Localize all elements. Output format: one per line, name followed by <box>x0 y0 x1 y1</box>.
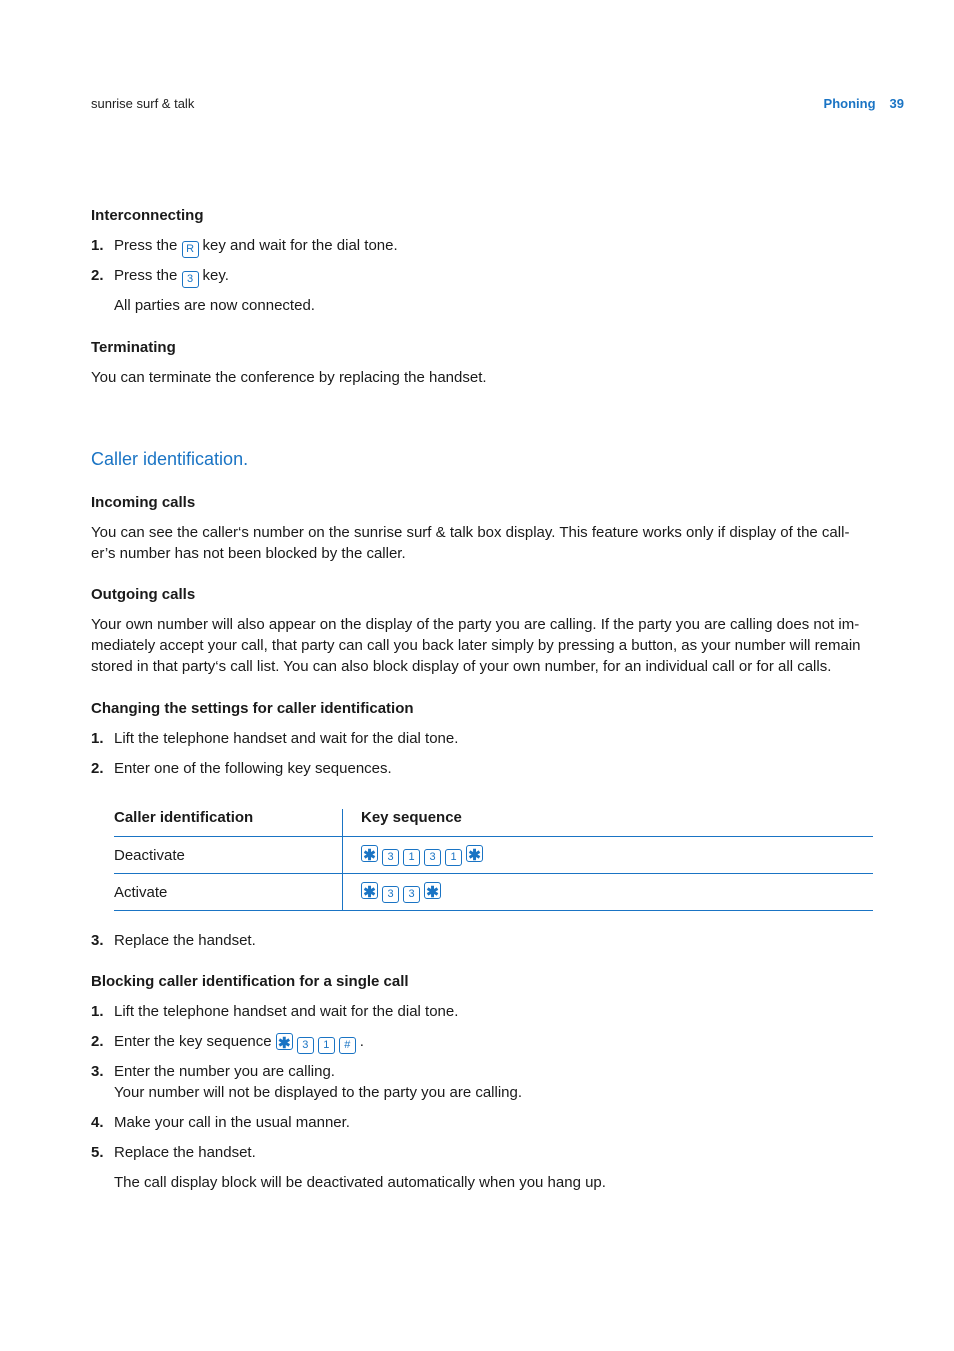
heading-changing-settings: Changing the settings for caller identification <box>91 700 414 717</box>
3-key-icon: 3 <box>403 886 420 903</box>
3-key-icon: 3 <box>424 849 441 866</box>
list-item: 4. Make your call in the usual manner. <box>91 1114 350 1131</box>
note-text: All parties are now connected. <box>114 297 315 314</box>
column-header: Caller identification <box>114 809 343 837</box>
list-item: 1. Lift the telephone handset and wait for the dial tone. <box>91 730 459 747</box>
list-item: 5. Replace the handset. <box>91 1144 256 1161</box>
section-title: Caller identification. <box>91 449 249 469</box>
key-sequence <box>343 837 874 874</box>
running-header-right <box>824 96 904 111</box>
list-item: 2. Press the 3 key. <box>91 265 229 288</box>
terminating-text: You can terminate the conference by replacing the handset. <box>91 369 487 386</box>
3-key-icon: 3 <box>182 271 199 288</box>
heading-interconnecting: Interconnecting <box>91 207 204 224</box>
list-item: 3. Replace the handset. <box>91 932 256 949</box>
heading-terminating: Terminating <box>91 339 176 356</box>
star-key-icon: ✱ <box>361 882 378 899</box>
star-key-icon: ✱ <box>361 845 378 862</box>
row-label: Activate <box>114 874 343 911</box>
hash-key-icon: # <box>339 1037 356 1054</box>
table-row <box>114 837 873 874</box>
r-key-icon: R <box>182 241 199 258</box>
3-key-icon: 3 <box>297 1037 314 1054</box>
3-key-icon: 3 <box>382 849 399 866</box>
1-key-icon: 1 <box>445 849 462 866</box>
outgoing-text: Your own number will also appear on the display of the party you are calling. If the party you are calling does not im-mediately accept your call, that party can call you back later simply by pressing a button, as your number will remain stored in that party‘s call list. You can also block display of your own number, for an individual call or for all calls. <box>91 616 861 675</box>
heading-blocking: Blocking caller identification for a single call <box>91 973 409 990</box>
row-label: Deactivate <box>114 837 343 874</box>
table-header-row <box>114 809 873 837</box>
list-item: 2. Enter one of the following key sequences. <box>91 760 392 777</box>
running-header-title: sunrise surf & talk <box>91 96 195 111</box>
star-key-icon: ✱ <box>424 882 441 899</box>
key-sequence <box>343 874 874 911</box>
3-key-icon: 3 <box>382 886 399 903</box>
1-key-icon: 1 <box>318 1037 335 1054</box>
note-text: The call display block will be deactivated automatically when you hang up. <box>114 1174 606 1191</box>
section-name: Phoning <box>823 96 876 111</box>
table-row <box>114 874 873 911</box>
incoming-text: You can see the caller‘s number on the sunrise surf & talk box display. This feature works only if display of the call-er’s number has not been blocked by the caller. <box>91 524 850 562</box>
star-key-icon: ✱ <box>466 845 483 862</box>
page-number: 39 <box>889 96 904 111</box>
list-item: 1. Press the R key and wait for the dial tone. <box>91 235 398 258</box>
heading-outgoing-calls: Outgoing calls <box>91 586 196 603</box>
star-key-icon: ✱ <box>276 1033 293 1050</box>
heading-incoming-calls: Incoming calls <box>91 494 196 511</box>
list-item: 2. Enter the key sequence ✱ 3 1 # . <box>91 1033 364 1052</box>
key-sequence-table <box>114 809 873 911</box>
1-key-icon: 1 <box>403 849 420 866</box>
list-item: 1. Lift the telephone handset and wait for the dial tone. <box>91 1003 459 1020</box>
column-header: Key sequence <box>361 809 462 826</box>
list-item: 3. Enter the number you are calling. Your number will not be displayed to the party you are calling. <box>91 1063 523 1101</box>
